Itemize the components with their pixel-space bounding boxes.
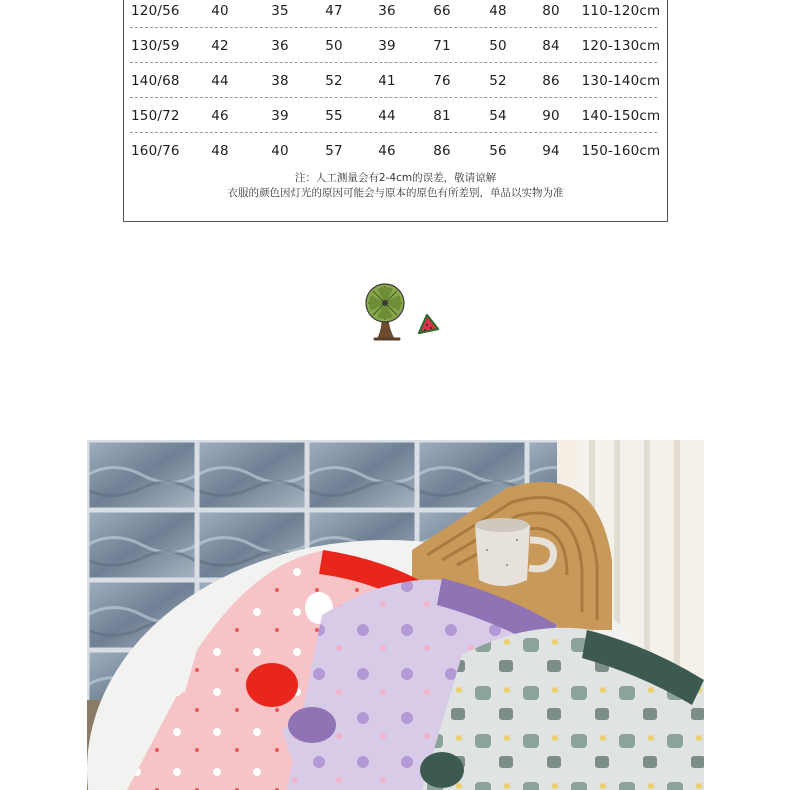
size-value-cell: 86: [542, 73, 560, 89]
size-value-cell: 81: [433, 108, 451, 124]
size-value-cell: 55: [325, 108, 343, 124]
size-value-cell: 41: [378, 73, 396, 89]
size-value-cell: 40: [211, 3, 229, 19]
size-value-cell: 40: [271, 143, 289, 159]
size-value-cell: 80: [542, 3, 560, 19]
size-value-cell: 52: [489, 73, 507, 89]
size-value-cell: 50: [489, 38, 507, 54]
size-value-cell: 94: [542, 143, 560, 159]
size-row: [124, 63, 667, 98]
size-value-cell: 39: [378, 38, 396, 54]
size-row: [124, 28, 667, 63]
size-notes: [124, 171, 667, 201]
size-value-cell: 50: [325, 38, 343, 54]
size-row: [124, 98, 667, 133]
size-value-cell: 47: [325, 3, 343, 19]
size-value-cell: 38: [271, 73, 289, 89]
size-row: [124, 0, 667, 28]
size-label-cell: 140/68: [131, 73, 180, 89]
size-value-cell: 57: [325, 143, 343, 159]
size-value-cell: 54: [489, 108, 507, 124]
pajama-set-photo: [87, 440, 704, 790]
doodle-decoration: [355, 275, 450, 350]
size-value-cell: 120-130cm: [581, 38, 661, 54]
size-table: [124, 0, 667, 168]
size-label-cell: 160/76: [131, 143, 180, 159]
watermelon-icon: [419, 315, 438, 333]
size-value-cell: 76: [433, 73, 451, 89]
product-photo: [87, 440, 704, 790]
size-value-cell: 56: [489, 143, 507, 159]
size-value-cell: 84: [542, 38, 560, 54]
size-row: [124, 133, 667, 168]
size-value-cell: 150-160cm: [581, 143, 661, 159]
size-label-cell: 150/72: [131, 108, 180, 124]
size-value-cell: 46: [211, 108, 229, 124]
color-note: 衣服的颜色因灯光的原因可能会与原本的原色有所差别，单品以实物为准: [227, 187, 564, 199]
size-value-cell: 36: [378, 3, 396, 19]
size-value-cell: 42: [211, 38, 229, 54]
size-value-cell: 36: [271, 38, 289, 54]
size-value-cell: 48: [489, 3, 507, 19]
size-label-cell: 120/56: [131, 3, 180, 19]
size-value-cell: 39: [271, 108, 289, 124]
measurement-note: 注：人工测量会有2-4cm的误差，敬请谅解: [294, 172, 497, 184]
size-value-cell: 35: [271, 3, 289, 19]
size-value-cell: 86: [433, 143, 451, 159]
fan-tree-icon: [366, 284, 404, 339]
size-value-cell: 44: [211, 73, 229, 89]
size-value-cell: 140-150cm: [581, 108, 661, 124]
size-value-cell: 71: [433, 38, 451, 54]
size-value-cell: 110-120cm: [581, 3, 661, 19]
size-value-cell: 90: [542, 108, 560, 124]
size-label-cell: 130/59: [131, 38, 180, 54]
size-value-cell: 48: [211, 143, 229, 159]
size-chart-card: [123, 0, 668, 222]
size-value-cell: 52: [325, 73, 343, 89]
size-value-cell: 66: [433, 3, 451, 19]
size-value-cell: 44: [378, 108, 396, 124]
size-value-cell: 130-140cm: [581, 73, 661, 89]
size-value-cell: 46: [378, 143, 396, 159]
